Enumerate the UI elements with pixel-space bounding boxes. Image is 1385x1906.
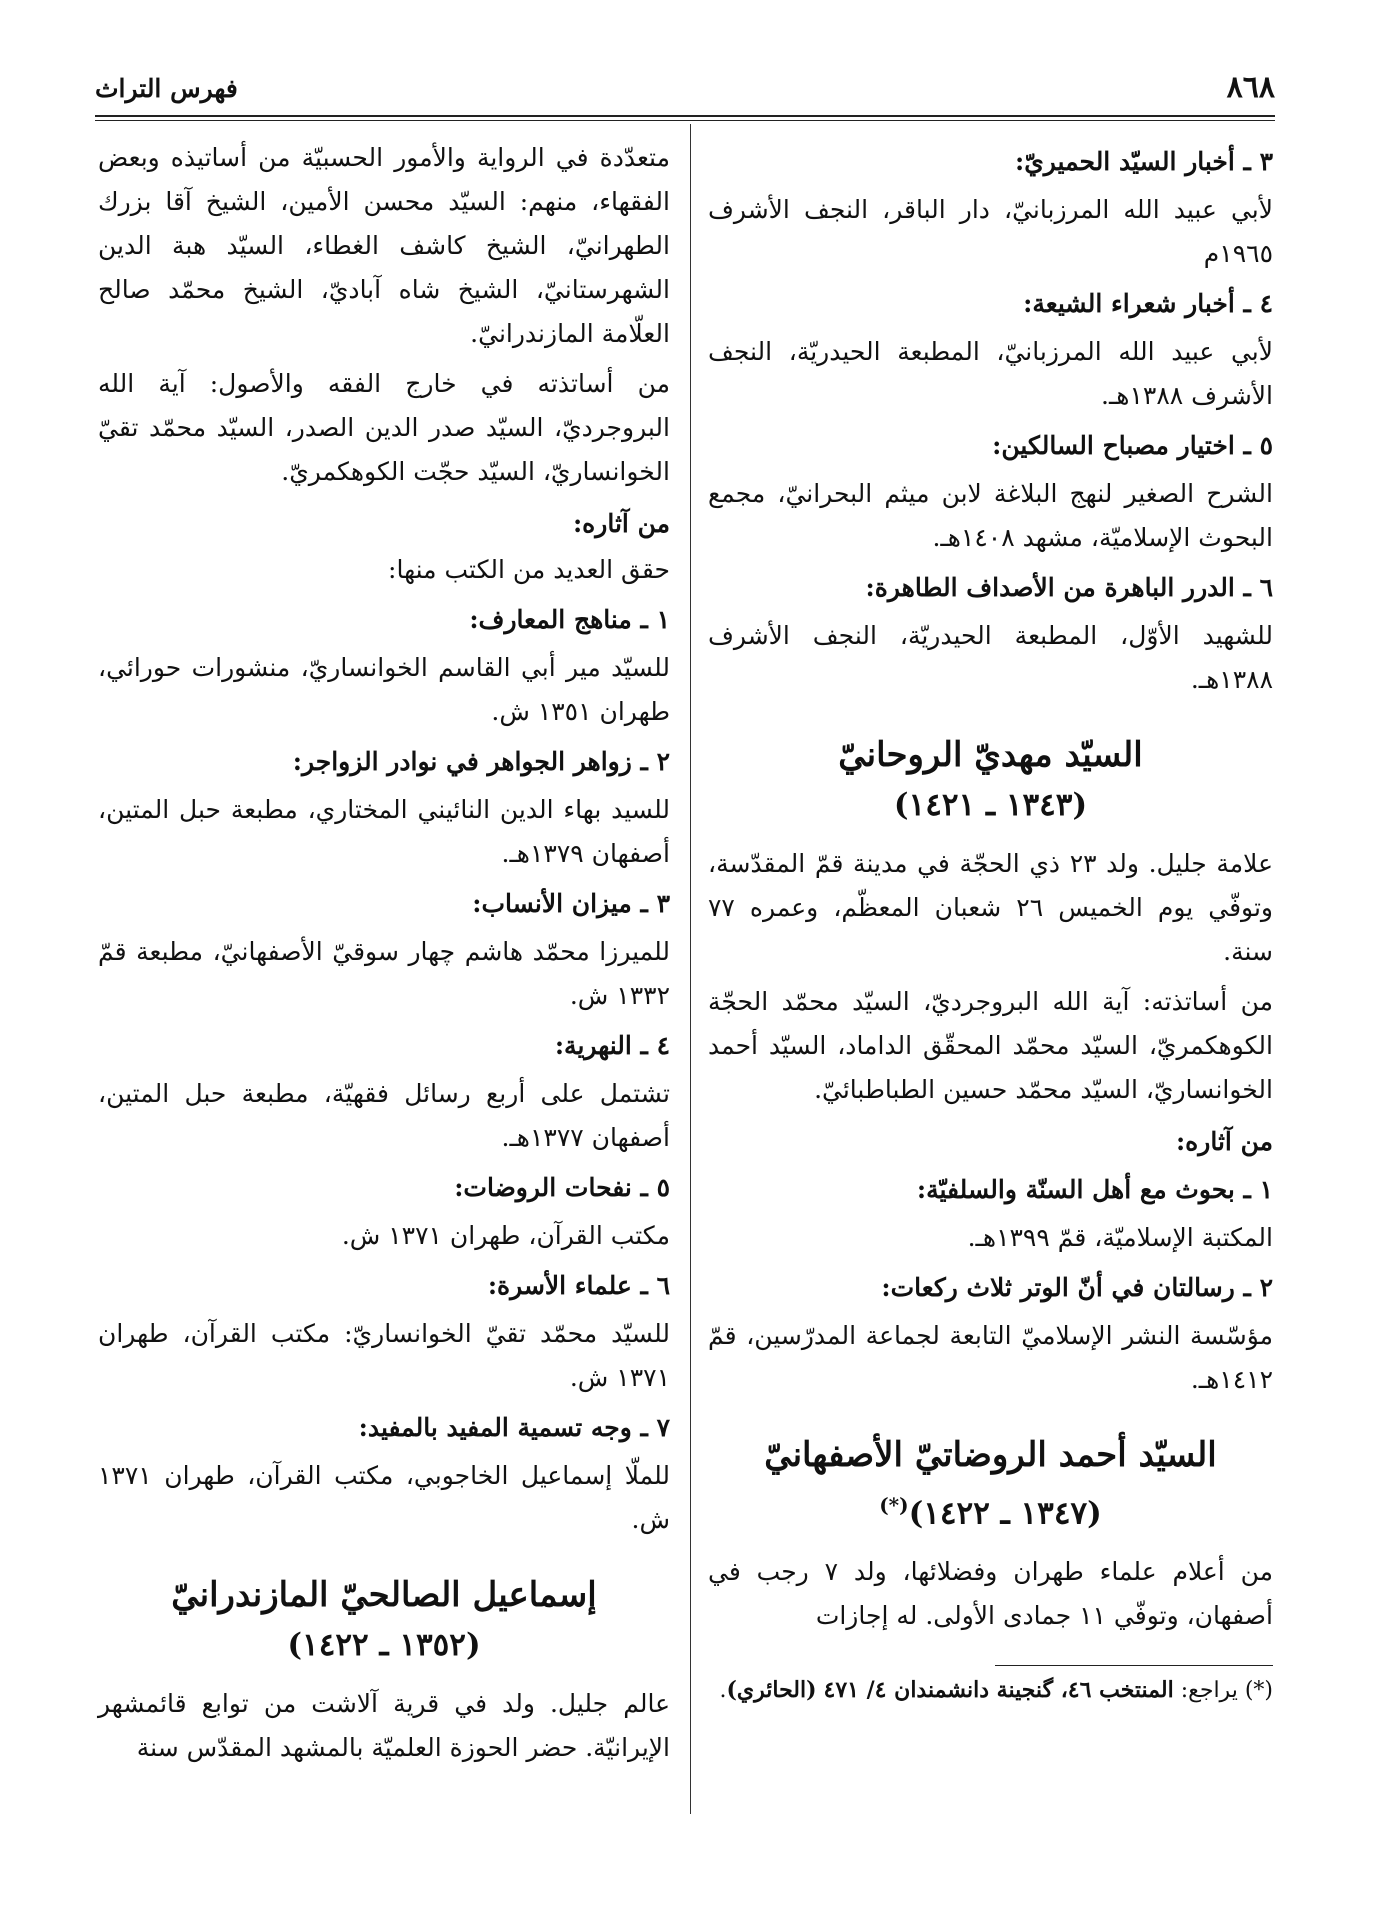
biography-name: إسماعيل الصالحيّ المازندرانيّ: [171, 1575, 597, 1615]
works-label: من آثاره:: [1175, 1127, 1273, 1156]
works-intro: حقق العديد من الكتب منها:: [388, 555, 670, 584]
footnote-prefix: يراجع:: [1180, 1678, 1238, 1703]
footnote: [708, 1672, 1273, 1709]
biography-teachers: من أساتذته في خارج الفقه والأصول: آية الله البروجرديّ، السيّد صدر الدين الصدر، السيّد محمّد تقيّ الخوانساريّ، السيّد حجّت الكوهكمريّ.: [98, 369, 670, 486]
page-header: [95, 70, 1275, 114]
entry-text: تشتمل على أربع رسائل فقهيّة، مطبعة حبل المتين، أصفهان ١٣٧٧هـ.: [98, 1079, 670, 1152]
biography-continuation: متعدّدة في الرواية والأمور الحسبيّة من أساتيذه وبعض الفقهاء، منهم: السيّد محسن الأمين، الشيخ آقا بزرك الطهرانيّ، الشيخ كاشف الغطاء، السيّد هبة الدين الشهرستانيّ، الشيخ شاه آباديّ، الشيخ محمّد صالح العلّامة المازندرانيّ.: [98, 143, 670, 348]
footnote-mark: (*): [1244, 1678, 1273, 1703]
entry-title: ٥ ـ اختيار مصباح السالكين:: [992, 431, 1273, 460]
entry-title: ٤ ـ النهرية:: [554, 1031, 670, 1060]
entry-title: ٧ ـ وجه تسمية المفيد بالمفيد:: [358, 1413, 670, 1442]
entry-text: للشهيد الأوّل، المطبعة الحيدريّة، النجف الأشرف ١٣٨٨هـ.: [708, 621, 1273, 694]
header-rule-thick: [95, 115, 1275, 117]
header-rule-thin: [95, 120, 1275, 121]
footnote-rule: [995, 1665, 1273, 1666]
right-column: [708, 136, 1273, 1644]
entry-title: ١ ـ بحوث مع أهل السنّة والسلفيّة:: [916, 1175, 1273, 1204]
left-column: [98, 136, 670, 1776]
biography-dates: (١٣٥٢ ـ ١٤٢٢): [287, 1627, 481, 1663]
works-label: من آثاره:: [572, 509, 670, 538]
entry-text: مؤسّسة النشر الإسلاميّ التابعة لجماعة المدرّسين، قمّ ١٤١٢هـ.: [708, 1321, 1273, 1394]
entry-title: ٣ ـ أخبار السيّد الحميريّ:: [1014, 147, 1273, 176]
entry-title: ١ ـ مناهج المعارف:: [469, 605, 670, 634]
entry-title: ٢ ـ زواهر الجواهر في نوادر الزواجر:: [292, 747, 670, 776]
biography-name: السيّد أحمد الروضاتيّ الأصفهانيّ: [764, 1435, 1217, 1475]
entry-title: ٢ ـ رسالتان في أنّ الوتر ثلاث ركعات:: [881, 1273, 1273, 1302]
footnote-marker: (*): [879, 1493, 909, 1517]
entry-title: ٤ ـ أخبار شعراء الشيعة:: [1023, 289, 1273, 318]
entry-text: مكتب القرآن، طهران ١٣٧١ ش.: [341, 1221, 670, 1250]
entry-title: ٦ ـ الدرر الباهرة من الأصداف الطاهرة:: [865, 573, 1273, 602]
biography-dates: (١٣٤٣ ـ ١٤٢١): [893, 787, 1088, 823]
page-number: ٨٦٨: [1226, 70, 1275, 105]
biography-teachers: من أساتذته: آية الله البروجرديّ، السيّد محمّد الحجّة الكوهكمريّ، السيّد محمّد المحقّق الداماد، السيّد أحمد الخوانساريّ، السيّد محمّد حسين الطباطبائيّ.: [708, 987, 1273, 1104]
entry-text: لأبي عبيد الله المرزبانيّ، دار الباقر، النجف الأشرف ١٩٦٥م: [708, 195, 1273, 268]
entry-text: للسيّد مير أبي القاسم الخوانساريّ، منشورات حورائي، طهران ١٣٥١ ش.: [98, 653, 670, 726]
column-divider: [690, 124, 691, 1814]
entry-title: ٥ ـ نفحات الروضات:: [454, 1173, 670, 1202]
biography-dates-text: (١٣٤٧ ـ ١٤٢٢): [908, 1495, 1102, 1532]
entry-text: للملّا إسماعيل الخاجوبي، مكتب القرآن، طهران ١٣٧١ ش.: [98, 1461, 670, 1534]
biography-intro: عالم جليل. ولد في قرية آلاشت من توابع قائمشهر الإيرانيّة. حضر الحوزة العلميّة بالمشهد المقدّس سنة: [98, 1689, 670, 1762]
biography-intro: علامة جليل. ولد ٢٣ ذي الحجّة في مدينة قمّ المقدّسة، وتوفّي يوم الخميس ٢٦ شعبان المعظّم، وعمره ٧٧ سنة.: [708, 849, 1274, 966]
entry-text: لأبي عبيد الله المرزبانيّ، المطبعة الحيدريّة، النجف الأشرف ١٣٨٨هـ.: [708, 337, 1273, 410]
biography-intro: من أعلام علماء طهران وفضلائها، ولد ٧ رجب في أصفهان، وتوفّي ١١ جمادى الأولى. له إجازات: [708, 1557, 1274, 1631]
biography-name: السيّد مهديّ الروحانيّ: [838, 735, 1143, 775]
entry-title: ٣ ـ ميزان الأنساب:: [472, 889, 670, 918]
entry-text: المكتبة الإسلاميّة، قمّ ١٣٩٩هـ.: [967, 1223, 1273, 1252]
entry-text: الشرح الصغير لنهج البلاغة لابن ميثم البحرانيّ، مجمع البحوث الإسلاميّة، مشهد ١٤٠٨هـ.: [708, 479, 1273, 552]
running-title: فهرس التراث: [95, 74, 238, 103]
entry-text: للسيد بهاء الدين النائيني المختاري، مطبعة حبل المتين، أصفهان ١٣٧٩هـ.: [98, 795, 670, 868]
footnote-source-2: (الحائري): [726, 1677, 817, 1703]
footnote-suffix: .: [719, 1678, 727, 1703]
entry-text: للسيّد محمّد تقيّ الخوانساريّ: مكتب القرآن، طهران ١٣٧١ ش.: [98, 1319, 670, 1392]
entry-title: ٦ ـ علماء الأسرة:: [487, 1271, 670, 1300]
footnote-source: المنتخب ٤٦، گنجينة دانشمندان ٤/ ٤٧١: [823, 1677, 1174, 1703]
biography-dates: [708, 1482, 1273, 1536]
entry-text: للميرزا محمّد هاشم چهار سوقيّ الأصفهانيّ، مطبعة قمّ ١٣٣٢ ش.: [98, 937, 670, 1010]
